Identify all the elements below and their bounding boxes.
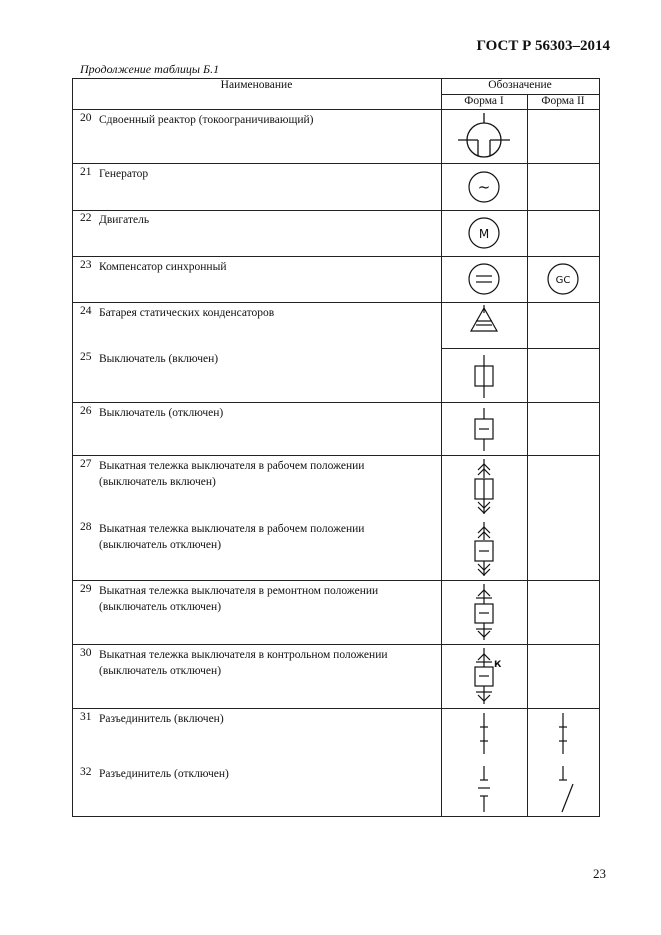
header-form1: Форма I [464, 95, 504, 107]
row-number: 21 [80, 166, 92, 178]
control-position-label: К [494, 660, 502, 670]
compensator-form2-label: GC [555, 275, 571, 286]
row-name: Выкатная тележка выключателя в контрольном положении (выключатель отключен) [99, 649, 388, 677]
row-number: 29 [80, 583, 92, 595]
table-caption: Продолжение таблицы Б.1 [80, 62, 220, 76]
header-designation: Обозначение [488, 79, 552, 91]
row-number: 30 [80, 647, 92, 659]
row-number: 23 [80, 259, 92, 271]
row-name: Генератор [99, 168, 149, 180]
page-number: 23 [593, 866, 606, 881]
row-name: Компенсатор синхронный [99, 261, 227, 273]
row-number: 32 [80, 766, 92, 778]
row-number: 22 [80, 212, 92, 224]
row-name: Разъединитель (отключен) [99, 768, 229, 780]
row-number: 20 [80, 112, 92, 124]
row-name: Выкатная тележка выключателя в рабочем положении (выключатель отключен) [99, 523, 365, 551]
row-number: 31 [80, 711, 92, 723]
row-name: Батарея статических конденсаторов [99, 307, 275, 319]
row-name: Разъединитель (включен) [99, 713, 224, 725]
motor-label: M [478, 227, 490, 241]
header-name: Наименование [220, 79, 293, 91]
row-name: Выключатель (отключен) [99, 407, 224, 419]
generator-label: ~ [477, 178, 491, 196]
row-number: 28 [80, 521, 92, 533]
row-name: Выключатель (включен) [99, 353, 219, 365]
row-number: 25 [80, 351, 92, 363]
header-form2: Форма II [541, 95, 585, 107]
row-number: 26 [80, 405, 92, 417]
row-name: Двигатель [99, 214, 150, 226]
row-number: 27 [80, 458, 92, 470]
row-number: 24 [80, 305, 92, 317]
row-name: Выкатная тележка выключателя в рабочем положении (выключатель включен) [99, 460, 365, 488]
row-name: Выкатная тележка выключателя в ремонтном положении (выключатель отключен) [99, 585, 379, 613]
standard-title: ГОСТ Р 56303–2014 [476, 38, 610, 54]
row-name: Сдвоенный реактор (токоограничивающий) [99, 114, 314, 126]
